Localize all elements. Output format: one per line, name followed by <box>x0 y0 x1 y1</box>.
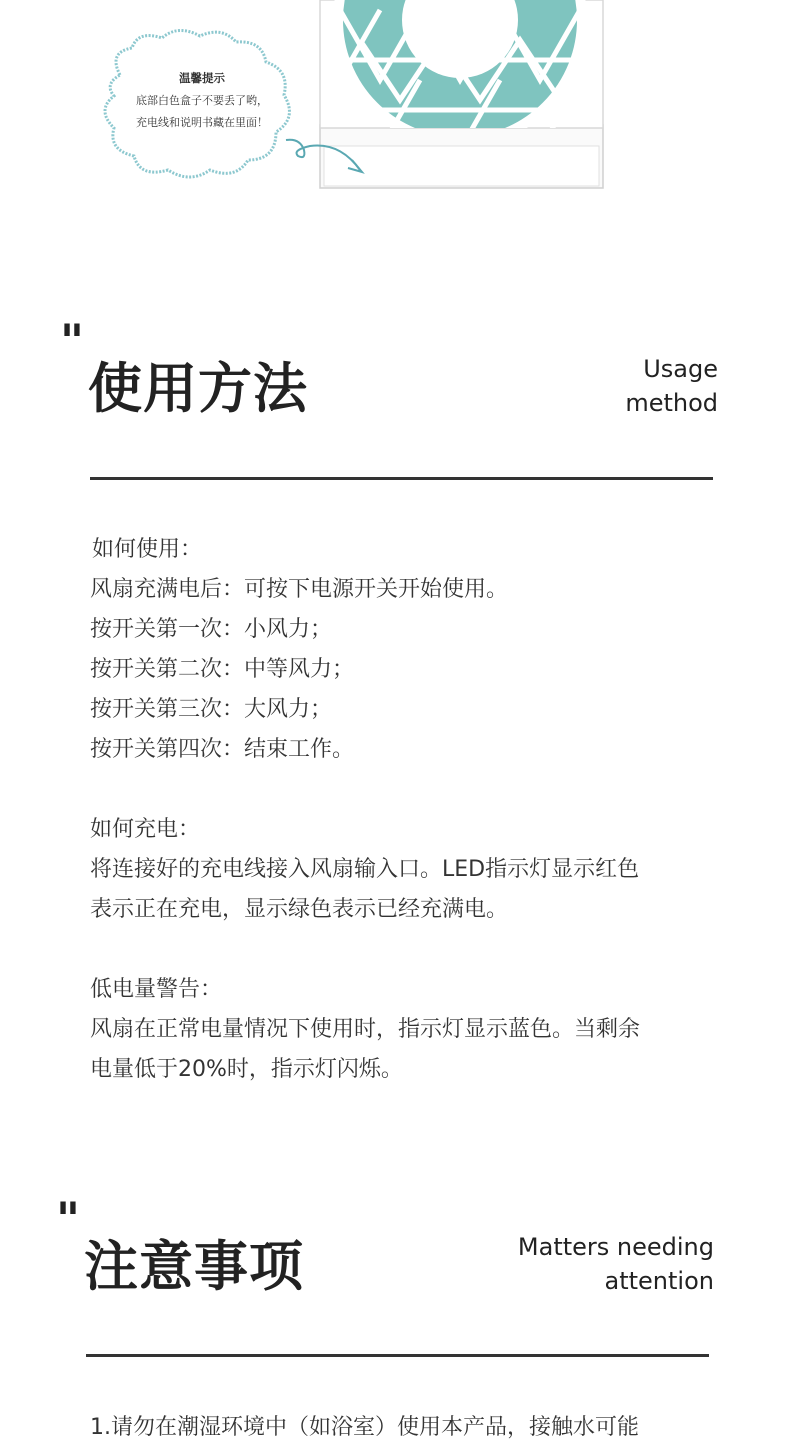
attention-title-en <box>518 1230 714 1298</box>
tip-line-1: 底部白色盒子不要丢了哟， <box>136 94 268 107</box>
usage-line: 按开关第三次：大风力； <box>90 697 333 722</box>
charge-line: 将连接好的充电线接入风扇输入口。LED指示灯显示红色 <box>90 857 640 882</box>
divider <box>86 1354 709 1357</box>
tip-line-2: 充电线和说明书藏在里面！ <box>136 116 268 129</box>
usage-title-en-line2: method <box>625 389 718 417</box>
low-battery-line: 电量低于20%时，指示灯闪烁。 <box>90 1057 403 1082</box>
attention-title-en-line2: attention <box>604 1267 714 1295</box>
how-to-use-heading: 如何使用： <box>92 537 203 562</box>
charge-line: 表示正在充电，显示绿色表示已经充满电。 <box>90 897 509 922</box>
attention-item: 1.请勿在潮湿环境中（如浴室）使用本产品，接触水可能 <box>90 1415 639 1440</box>
attention-title-en-line1: Matters needing <box>517 1233 714 1261</box>
usage-line: 按开关第一次：小风力； <box>90 617 333 642</box>
divider <box>90 477 713 480</box>
attention-title: 注意事项 <box>84 1235 304 1298</box>
low-battery-heading: 低电量警告： <box>90 977 223 1002</box>
usage-title-en-line1: Usage <box>643 355 718 383</box>
usage-title: 使用方法 <box>88 357 308 420</box>
usage-line: 按开关第二次：中等风力； <box>90 657 355 682</box>
usage-line: 按开关第四次：结束工作。 <box>90 737 355 762</box>
product-image <box>0 0 790 200</box>
quote-mark: " <box>56 1192 80 1246</box>
how-to-charge-heading: 如何充电： <box>90 817 201 842</box>
quote-mark: " <box>60 314 84 368</box>
low-battery-line: 风扇在正常电量情况下使用时，指示灯显示蓝色。当剩余 <box>90 1017 641 1042</box>
usage-line: 风扇充满电后：可按下电源开关开始使用。 <box>90 577 509 602</box>
usage-title-en <box>625 352 718 420</box>
tip-title: 温馨提示 <box>179 71 225 85</box>
